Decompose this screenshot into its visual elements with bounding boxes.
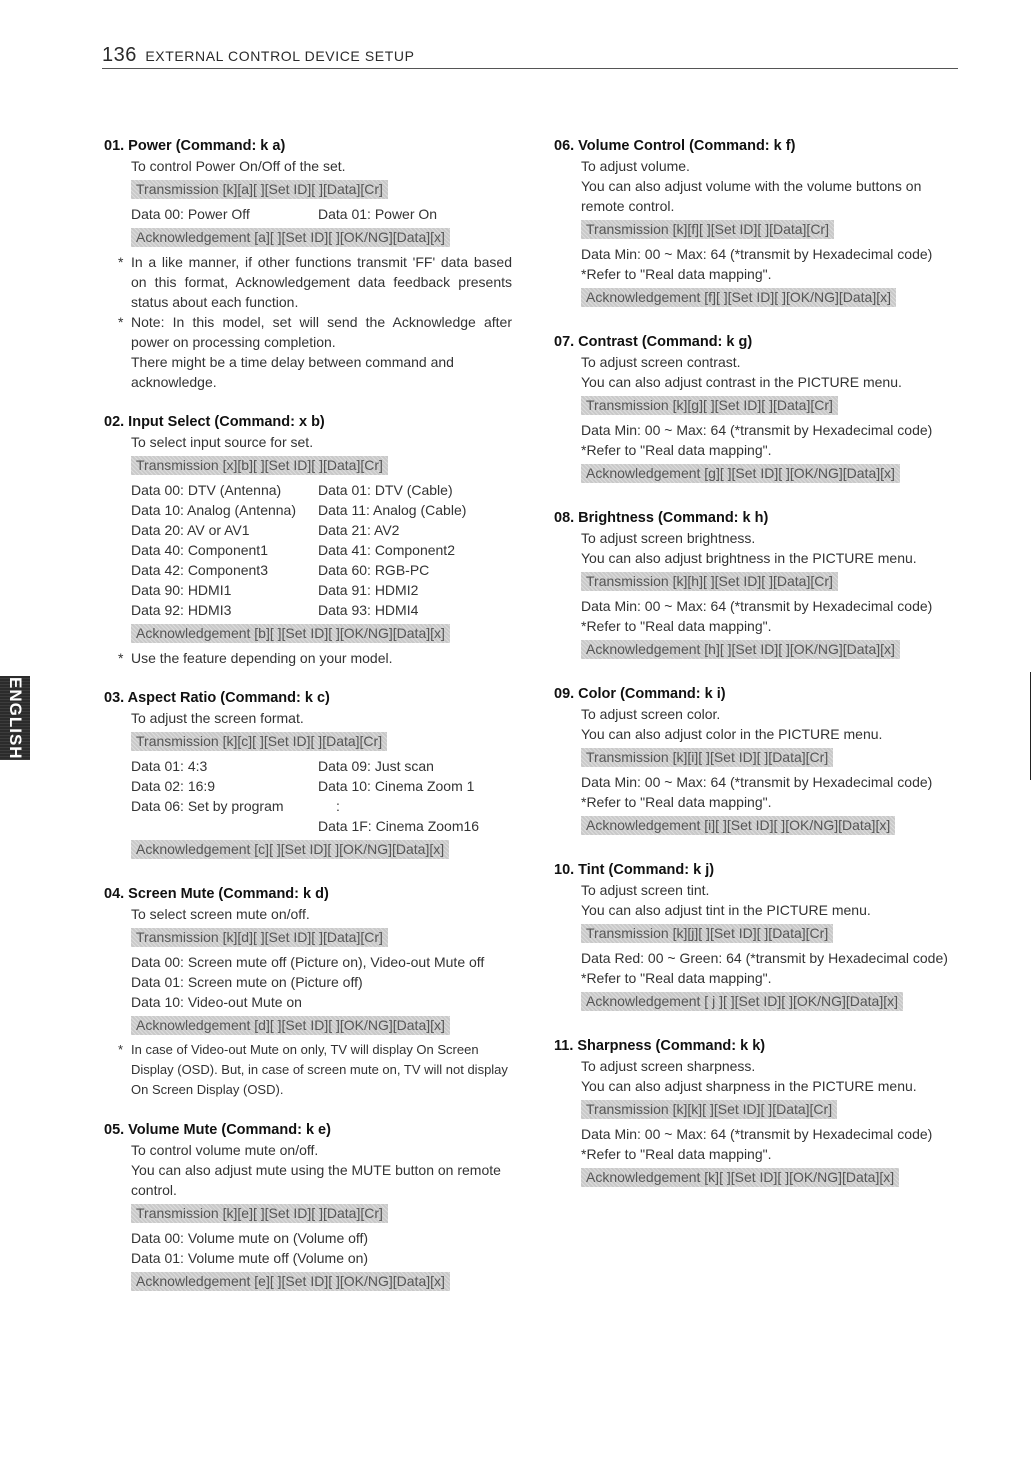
acknowledgement-format: Acknowledgement [g][ ][Set ID][ ][OK/NG][Data][x] bbox=[581, 464, 900, 483]
section-input-select bbox=[104, 412, 512, 668]
note-text: In a like manner, if other functions transmit 'FF' data based on this format, Acknowledgement data feedback presents status about each function. bbox=[131, 254, 512, 310]
section-aspect-ratio bbox=[104, 688, 512, 864]
acknowledgement-format: Acknowledgement [ j ][ ][Set ID][ ][OK/NG][Data][x] bbox=[581, 992, 903, 1011]
data-value: Data 01: Volume mute off (Volume on) bbox=[131, 1250, 369, 1266]
data-value: Data 21: AV2 bbox=[318, 522, 400, 538]
data-values bbox=[131, 480, 512, 620]
data-value: Data 90: HDMI1 bbox=[131, 582, 232, 598]
data-value: Data 09: Just scan bbox=[318, 758, 434, 774]
reference-note: *Refer to "Real data mapping". bbox=[581, 266, 772, 282]
reference-note: *Refer to "Real data mapping". bbox=[581, 1146, 772, 1162]
data-value: Data 93: HDMI4 bbox=[318, 602, 419, 618]
note: * In case of Video-out Mute on only, TV will display On Screen Display (OSD). But, in case of screen mute on, TV will not display On Screen Display (OSD). bbox=[118, 1042, 508, 1097]
section-title: 02. Input Select (Command: x b) bbox=[104, 414, 325, 430]
note-continuation bbox=[114, 352, 512, 392]
acknowledgement-format: Acknowledgement [k][ ][Set ID][ ][OK/NG][Data][x] bbox=[581, 1168, 899, 1187]
section-description: To adjust the screen format. bbox=[131, 710, 304, 726]
page-header bbox=[102, 44, 958, 69]
section-description: To adjust volume. bbox=[581, 158, 690, 174]
transmission-format: Transmission [k][a][ ][Set ID][ ][Data][Cr] bbox=[131, 180, 388, 199]
section-title: 08. Brightness (Command: k h) bbox=[554, 510, 769, 526]
section-description: You can also adjust brightness in the PICTURE menu. bbox=[581, 550, 917, 566]
left-column bbox=[104, 136, 512, 1316]
section-title: 06. Volume Control (Command: k f) bbox=[554, 138, 796, 154]
transmission-format: Transmission [k][h][ ][Set ID][ ][Data][Cr] bbox=[581, 572, 838, 591]
note: * In a like manner, if other functions transmit 'FF' data based on this format, Acknowledgement data feedback presents status about each function. bbox=[118, 254, 512, 310]
data-value: Data 01: 4:3 bbox=[131, 758, 208, 774]
section-description: To adjust screen tint. bbox=[581, 882, 710, 898]
data-value: Data 01: Screen mute on (Picture off) bbox=[131, 974, 363, 990]
section-description: To select screen mute on/off. bbox=[131, 906, 310, 922]
note: * Note: In this model, set will send the Acknowledge after power on processing completion. bbox=[118, 314, 512, 350]
reference-note: *Refer to "Real data mapping". bbox=[581, 442, 772, 458]
section-sharpness bbox=[554, 1036, 962, 1192]
section-description: You can also adjust mute using the MUTE button on remote control. bbox=[131, 1162, 501, 1198]
data-value: Data 00: Power Off bbox=[131, 206, 250, 222]
acknowledgement-format: Acknowledgement [a][ ][Set ID][ ][OK/NG][Data][x] bbox=[131, 228, 450, 247]
section-title: 07. Contrast (Command: k g) bbox=[554, 334, 753, 350]
right-column bbox=[554, 136, 962, 1212]
page-edge-line bbox=[1030, 672, 1031, 780]
section-description: You can also adjust tint in the PICTURE menu. bbox=[581, 902, 871, 918]
section-description: To select input source for set. bbox=[131, 434, 314, 450]
section-contrast bbox=[554, 332, 962, 488]
data-value: Data 10: Cinema Zoom 1 bbox=[318, 778, 475, 794]
side-tab-label: ENGLISH bbox=[6, 676, 25, 760]
section-title: 05. Volume Mute (Command: k e) bbox=[104, 1122, 331, 1138]
acknowledgement-format: Acknowledgement [c][ ][Set ID][ ][OK/NG][Data][x] bbox=[131, 840, 449, 859]
section-description: To control volume mute on/off. bbox=[131, 1142, 319, 1158]
data-range: Data Min: 00 ~ Max: 64 (*transmit by Hexadecimal code) bbox=[581, 598, 933, 614]
data-value: Data 00: DTV (Antenna) bbox=[131, 482, 282, 498]
data-value: Data 01: Power On bbox=[318, 206, 438, 222]
data-value: Data 10: Video-out Mute on bbox=[131, 994, 302, 1010]
data-range: Data Min: 00 ~ Max: 64 (*transmit by Hexadecimal code) bbox=[581, 246, 933, 262]
transmission-format: Transmission [k][f][ ][Set ID][ ][Data][Cr] bbox=[581, 220, 834, 239]
transmission-format: Transmission [k][i][ ][Set ID][ ][Data][Cr] bbox=[581, 748, 833, 767]
data-value: Data 1F: Cinema Zoom16 bbox=[318, 818, 480, 834]
note-text: Use the feature depending on your model. bbox=[131, 650, 393, 666]
data-value: Data 11: Analog (Cable) bbox=[318, 502, 467, 518]
language-side-tab bbox=[0, 676, 30, 760]
section-description: You can also adjust color in the PICTURE menu. bbox=[581, 726, 883, 742]
data-value: Data 00: Volume mute on (Volume off) bbox=[131, 1230, 369, 1246]
section-volume-control bbox=[554, 136, 962, 312]
section-description: To control Power On/Off of the set. bbox=[131, 158, 346, 174]
section-color bbox=[554, 684, 962, 840]
section-volume-mute bbox=[104, 1120, 512, 1296]
transmission-format: Transmission [k][j][ ][Set ID][ ][Data][Cr] bbox=[581, 924, 833, 943]
data-value: Data 42: Component3 bbox=[131, 562, 268, 578]
data-value: Data 01: DTV (Cable) bbox=[318, 482, 453, 498]
transmission-format: Transmission [k][c][ ][Set ID][ ][Data][Cr] bbox=[131, 732, 387, 751]
transmission-format: Transmission [k][e][ ][Set ID][ ][Data][Cr] bbox=[131, 1204, 388, 1223]
page-title: EXTERNAL CONTROL DEVICE SETUP bbox=[145, 48, 415, 64]
section-description: To adjust screen sharpness. bbox=[581, 1058, 756, 1074]
data-value: Data 60: RGB-PC bbox=[318, 562, 430, 578]
data-value: Data 06: Set by program bbox=[131, 798, 284, 814]
note: * Use the feature depending on your model. bbox=[118, 650, 393, 666]
note-text: Note: In this model, set will send the Acknowledge after power on processing completion. bbox=[131, 314, 512, 350]
data-range: Data Min: 00 ~ Max: 64 (*transmit by Hexadecimal code) bbox=[581, 422, 933, 438]
data-value: Data 41: Component2 bbox=[318, 542, 455, 558]
transmission-format: Transmission [k][k][ ][Set ID][ ][Data][Cr] bbox=[581, 1100, 837, 1119]
page-number: 136 bbox=[102, 44, 137, 66]
transmission-format: Transmission [k][d][ ][Set ID][ ][Data][Cr] bbox=[131, 928, 388, 947]
section-screen-mute bbox=[104, 884, 512, 1100]
section-title: 01. Power (Command: k a) bbox=[104, 138, 286, 154]
section-description: You can also adjust sharpness in the PICTURE menu. bbox=[581, 1078, 917, 1094]
reference-note: *Refer to "Real data mapping". bbox=[581, 618, 772, 634]
data-values bbox=[131, 756, 512, 836]
data-range: Data Min: 00 ~ Max: 64 (*transmit by Hexadecimal code) bbox=[581, 774, 933, 790]
section-description: To adjust screen color. bbox=[581, 706, 721, 722]
section-tint bbox=[554, 860, 962, 1016]
data-range: Data Min: 00 ~ Max: 64 (*transmit by Hexadecimal code) bbox=[581, 1126, 933, 1142]
reference-note: *Refer to "Real data mapping". bbox=[581, 794, 772, 810]
data-range: Data Red: 00 ~ Green: 64 (*transmit by Hexadecimal code) bbox=[581, 950, 948, 966]
data-value: Data 20: AV or AV1 bbox=[131, 522, 250, 538]
transmission-format: Transmission [k][g][ ][Set ID][ ][Data][Cr] bbox=[581, 396, 838, 415]
data-ellipsis: : bbox=[336, 798, 340, 814]
section-title: 09. Color (Command: k i) bbox=[554, 686, 726, 702]
section-title: 04. Screen Mute (Command: k d) bbox=[104, 886, 329, 902]
section-description: To adjust screen brightness. bbox=[581, 530, 756, 546]
data-values bbox=[131, 204, 512, 224]
acknowledgement-format: Acknowledgement [b][ ][Set ID][ ][OK/NG][Data][x] bbox=[131, 624, 450, 643]
section-description: You can also adjust volume with the volume buttons on remote control. bbox=[581, 178, 922, 214]
section-brightness bbox=[554, 508, 962, 664]
data-value: Data 02: 16:9 bbox=[131, 778, 216, 794]
section-power bbox=[104, 136, 512, 392]
acknowledgement-format: Acknowledgement [f][ ][Set ID][ ][OK/NG][Data][x] bbox=[581, 288, 896, 307]
section-title: 10. Tint (Command: k j) bbox=[554, 862, 715, 878]
reference-note: *Refer to "Real data mapping". bbox=[581, 970, 772, 986]
data-value: Data 40: Component1 bbox=[131, 542, 268, 558]
note-text: In case of Video-out Mute on only, TV will display On Screen Display (OSD). But, in case of screen mute on, TV will not display On Screen Display (OSD). bbox=[131, 1042, 508, 1097]
data-value: Data 00: Screen mute off (Picture on), Video-out Mute off bbox=[131, 954, 485, 970]
acknowledgement-format: Acknowledgement [i][ ][Set ID][ ][OK/NG][Data][x] bbox=[581, 816, 895, 835]
section-description: To adjust screen contrast. bbox=[581, 354, 741, 370]
section-title: 03. Aspect Ratio (Command: k c) bbox=[104, 690, 330, 706]
section-title: 11. Sharpness (Command: k k) bbox=[554, 1038, 766, 1054]
data-value bbox=[131, 816, 318, 836]
note-text: There might be a time delay between command and acknowledge. bbox=[131, 354, 454, 390]
acknowledgement-format: Acknowledgement [e][ ][Set ID][ ][OK/NG][Data][x] bbox=[131, 1272, 450, 1291]
acknowledgement-format: Acknowledgement [h][ ][Set ID][ ][OK/NG][Data][x] bbox=[581, 640, 900, 659]
section-description: You can also adjust contrast in the PICTURE menu. bbox=[581, 374, 902, 390]
data-value: Data 91: HDMI2 bbox=[318, 582, 419, 598]
data-value: Data 10: Analog (Antenna) bbox=[131, 502, 297, 518]
data-value: Data 92: HDMI3 bbox=[131, 602, 232, 618]
transmission-format: Transmission [x][b][ ][Set ID][ ][Data][Cr] bbox=[131, 456, 388, 475]
acknowledgement-format: Acknowledgement [d][ ][Set ID][ ][OK/NG][Data][x] bbox=[131, 1016, 450, 1035]
